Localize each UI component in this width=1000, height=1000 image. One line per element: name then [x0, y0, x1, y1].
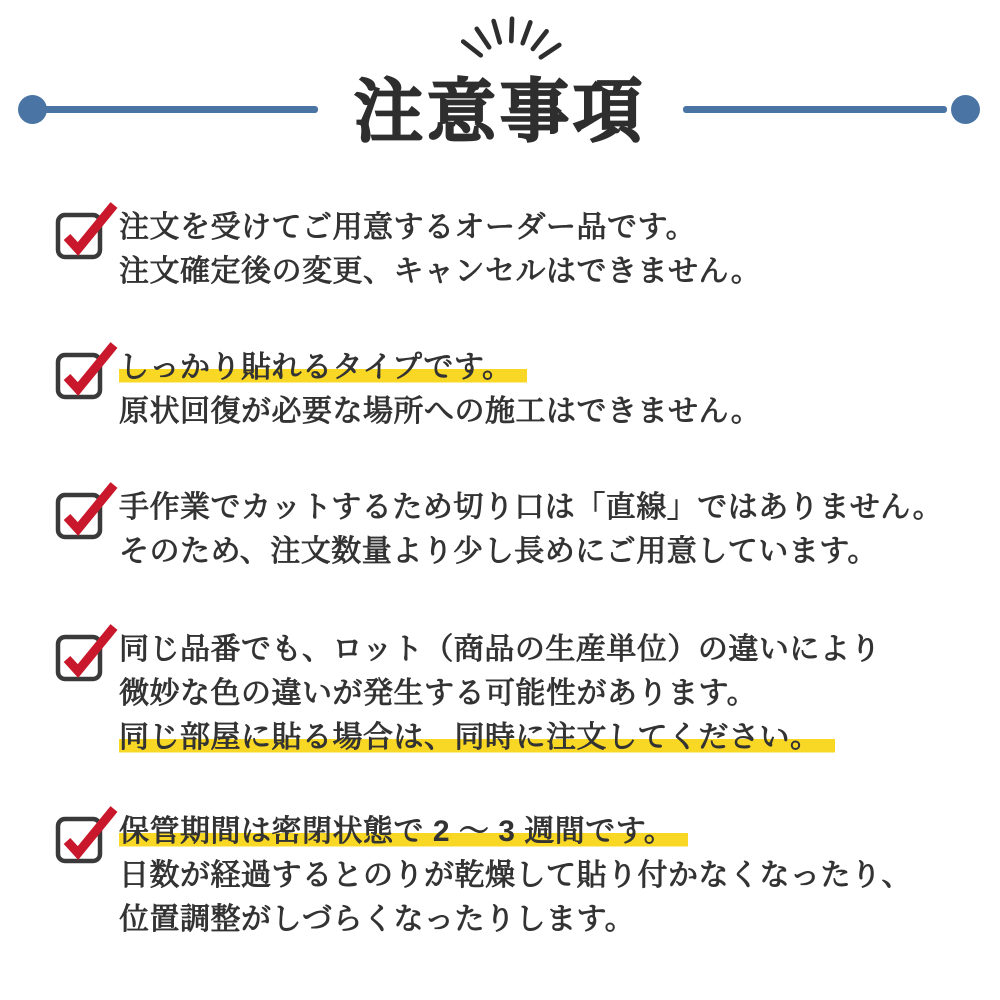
text-line: そのため、注文数量より少し長めにご用意しています。 — [119, 535, 878, 568]
notice-item-2 — [55, 346, 975, 434]
notice-item-5 — [55, 810, 975, 942]
page-title: 注意事項 — [354, 73, 646, 150]
text-line: 日数が経過するとのりが乾燥して貼り付かなくなったり、 — [119, 859, 912, 892]
checked-checkbox-icon — [55, 202, 119, 260]
highlighted-text-line: 保管期間は密閉状態で 2 〜 3 週間です。 — [119, 815, 688, 848]
checked-checkbox-icon — [55, 342, 119, 400]
text-line: 注文を受けてご用意するオーダー品です。 — [119, 211, 697, 244]
highlighted-text-line: 同じ部屋に貼る場合は、同時に注文してください。 — [119, 721, 835, 754]
checked-checkbox-icon — [55, 482, 119, 540]
notice-item-text — [119, 206, 761, 294]
notice-item-text — [119, 346, 761, 434]
checked-checkbox-icon — [55, 806, 119, 864]
title-right-line — [683, 106, 947, 113]
notice-item-3 — [55, 486, 975, 574]
notice-item-4 — [55, 628, 975, 760]
notice-item-text — [119, 628, 881, 760]
notice-item-text — [119, 486, 943, 574]
text-line: 同じ品番でも、ロット（商品の生産単位）の違いにより — [119, 633, 881, 666]
notice-item-1 — [55, 206, 975, 294]
text-line: 手作業でカットするため切り口は「直線」ではありません。 — [119, 491, 944, 524]
text-line: 位置調整がしづらくなったりします。 — [119, 903, 636, 936]
notice-item-text — [119, 810, 912, 942]
checked-checkbox-icon — [55, 624, 119, 682]
text-line: 注文確定後の変更、キャンセルはできません。 — [119, 255, 762, 288]
title-right-dot — [951, 95, 980, 124]
highlighted-text-line: しっかり貼れるタイプです。 — [119, 351, 527, 384]
text-line: 原状回復が必要な場所への施工はできません。 — [119, 395, 762, 428]
text-line: 微妙な色の違いが発生する可能性があります。 — [119, 677, 758, 710]
